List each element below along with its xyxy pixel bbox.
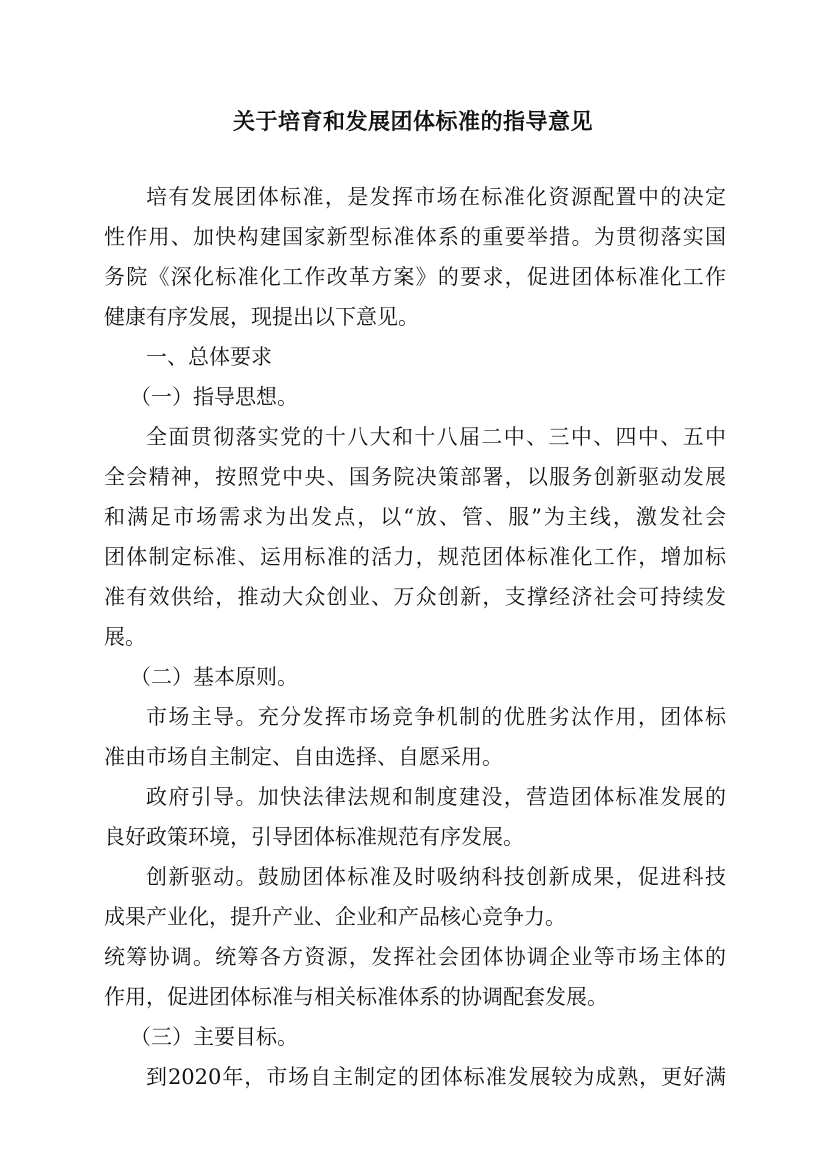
- subsection-heading: （一）指导思想。: [130, 385, 298, 409]
- text-line: 到2020年，市场自主制定的团体标准发展较为成熟，更好满: [146, 1065, 726, 1089]
- document-title: 关于培育和发展团体标准的指导意见: [232, 110, 593, 135]
- text-line: 创新驱动。鼓励团体标准及时吸纳科技创新成果，促进科技: [146, 865, 726, 889]
- text-line: 培有发展团体标准，是发挥市场在标准化资源配置中的决定: [146, 185, 726, 209]
- text-line: 健康有序发展，现提出以下意见。: [104, 305, 419, 329]
- subsection-heading: （二）基本原则。: [130, 665, 298, 689]
- text-line: 统筹协调。统筹各方资源，发挥社会团体协调企业等市场主体的: [104, 945, 726, 969]
- text-line: 良好政策环境，引导团体标准规范有序发展。: [104, 825, 524, 849]
- text-line: 全面贯彻落实党的十八大和十八届二中、三中、四中、五中: [146, 425, 726, 449]
- text-line: 性作用、加快构建国家新型标准体系的重要举措。为贯彻落实国: [104, 225, 726, 249]
- text-line: 政府引导。加快法律法规和制度建没，营造团体标准发展的: [146, 785, 726, 809]
- text-line: 作用，促进团体标准与相关标准体系的协调配套发展。: [104, 985, 608, 1009]
- text-line: 团体制定标准、运用标准的活力，规范团体标准化工作，增加标: [104, 545, 726, 569]
- text-line: 务院《深化标准化工作改革方案》的要求，促进团体标准化工作: [104, 265, 726, 289]
- text-line: 全会精神，按照党中央、国务院决策部署，以服务创新驱动发展: [104, 465, 726, 489]
- subsection-heading: （三）主要目标。: [130, 1025, 298, 1049]
- section-heading: 一、总体要求: [146, 345, 272, 369]
- text-line: 市场主导。充分发挥市场竞争机制的优胜劣汰作用，团体标: [146, 705, 726, 729]
- text-line: 和满足市场需求为出发点，以“放、管、服”为主线，激发社会: [104, 505, 726, 529]
- document-body: [104, 177, 726, 1097]
- text-line: 准由市场自主制定、自由选择、自愿采用。: [104, 745, 503, 769]
- text-line: 展。: [104, 625, 146, 649]
- text-line: 准有效供给，推动大众创业、万众创新，支撑经济社会可持续发: [104, 585, 726, 609]
- text-line: 成果产业化，提升产业、企业和产品核心竞争力。: [104, 905, 566, 929]
